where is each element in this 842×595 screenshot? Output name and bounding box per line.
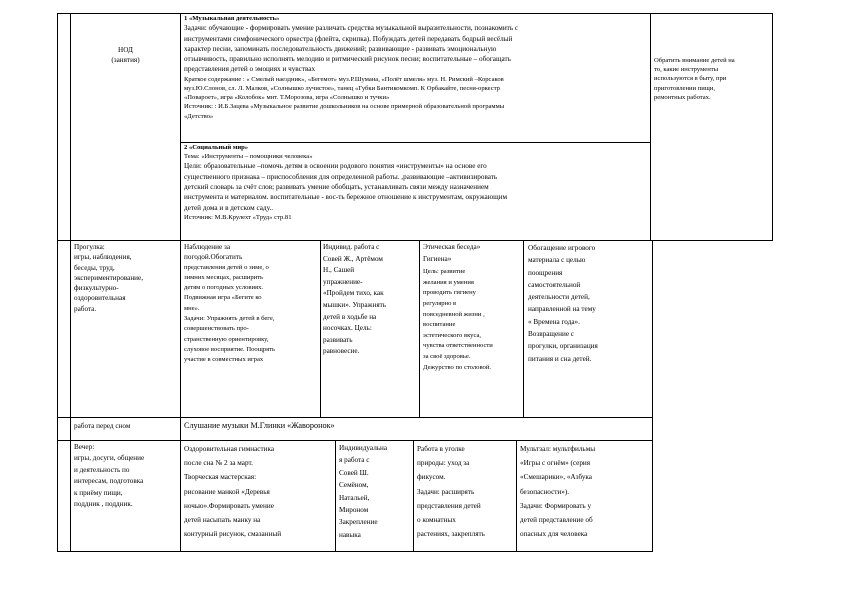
sleep-label-cell [74,421,178,431]
walk-ethics-cell [423,242,522,373]
material-line: самостоятельной [528,280,581,289]
social-line: Цели: образовательные –помочь детям в освоении родового понятия «инструменты» на основе его [184,162,487,171]
evening-individual-line: Индивидуальна [339,444,388,452]
observation-line: детям о погодных условиях. [184,284,264,292]
gym-line: ночью».Формировать умение [184,501,274,510]
music-line: «Повароет», игра «Колобок» мнт. Т.Морозова, игра «Солнышко и тучки» [184,94,390,102]
social-theme: Тема: «Инструменты – помощники человека» [184,153,313,161]
music-line: инструментами симфонического оркестра (флейта, скрипка). Побуждать детей передавать бодрый весёлый [184,34,513,43]
evening-nature-cell [417,442,515,541]
gym-line: контурный рисунок, смазанный [184,530,282,539]
walk-label-line: игры, наблюдения, [74,253,132,262]
walk-label-line: физкультурно- [74,284,119,293]
observation-line: слуховое восприятие. Поощрять [184,345,276,353]
social-line: детский словарь за счёт слов; развивать умение обобщать, устанавливать связи между назначением [184,183,489,191]
music-line: Краткое содержание : « Смелый наездник», «Бегемот» муз.Р.Шумана, «Полёт шмеля» муз. Н. Римский –Корсаков [184,75,504,83]
ethics-line: проводить гигиену [423,289,476,297]
observation-line: мне». [184,304,200,312]
walk-divider-1 [320,240,321,418]
table-border-left-outer [57,13,58,552]
ethics-line: воспитание [423,321,456,329]
social-line: инструмента и материалом. воспитательные - вос-ть бережное отношение к инструментам, окружающим [184,193,508,202]
cartoon-line: «Игры с огнём» (серия [520,459,591,468]
material-line: направленной на тему [528,305,596,314]
observation-line: Задачи: Упражнять детей в беге, [184,315,275,323]
evening-label-line: к приёму пищи, [74,488,123,497]
individual-line: детей в ходьбе на [323,312,377,321]
music-line: отзывчивость, правильно исполнять мелодию и ритмический рисунок песни; воспитательные – обогащать [184,55,511,64]
individual-line: мышки». Упражнять [323,300,387,309]
observation-line: участие в совместных играх [184,356,264,364]
individual-line: «Пройдем тихо, как [323,289,384,298]
ethics-line: Дежурство по столовой. [423,363,492,371]
ethics-line: за своё здоровье. [423,352,471,360]
evening-label-line: игры, досуги, общение [74,454,145,463]
nature-line: о комнатных [417,516,456,525]
music-source: Источник: : И.Б.Зацева «Музыкальное развитие дошкольников на основе примерной образовательной программы [184,103,505,111]
walk-label-line: оздоровительная [74,294,126,303]
nod-sublabel: (занятия) [111,56,140,65]
nod-block-social [184,143,648,240]
observation-line: погодой.Обогатить [184,253,243,262]
nature-line: представления детей [417,501,481,510]
ethics-line: желания и умения [423,278,474,286]
evening-label-line: интересам, подготовка [74,477,144,486]
observation-line: Подвижная игра «Бегите ко [184,294,262,302]
cartoon-line: безопасности»). [520,487,570,496]
cartoon-line: Задачи: Формировать у [520,501,592,510]
music-line: Задачи: обучающие - формировать умение различать средства музыкальной выразительности, познакомить с [184,24,519,33]
walk-label-line: работа. [74,304,97,313]
evening-divider-3 [516,440,517,552]
social-line: существенного признака – приспособления для определенной работы. ,развивающие –активизировать [184,172,498,181]
music-line: характер песни, запоминать последовательность движений; развивающие - развивать эмоциональную [184,44,497,53]
column-divider-label [180,13,181,552]
evening-individual-cell [339,442,412,541]
evening-gym-cell [184,442,334,541]
individual-line: упражнение- [323,277,363,286]
evening-label-line: и деятельность по [74,465,130,474]
evening-cartoon-cell [520,442,651,541]
walk-divider-3 [523,240,524,418]
individual-line: Совей Ж., Артёмом [323,254,383,263]
walk-observation-cell [184,242,319,366]
material-line: « Времена года». [528,317,580,326]
evening-individual-line: навыка [339,530,361,539]
material-line: поощрения [528,268,563,277]
walk-individual-cell [323,242,418,358]
evening-individual-line: я работа с [339,456,370,465]
evening-individual-line: Мироном [339,506,369,515]
observation-line: совершенствовать про- [184,325,249,333]
sleep-content: Слушание музыки М.Глинки «Жаворонок» [184,421,335,430]
nature-line: природы: уход за [417,459,470,468]
material-line: питания и сна детей. [528,354,592,363]
row-divider-walk-sleep [57,417,653,418]
material-line: Возвращение с [528,330,574,339]
material-line: Обогащение игрового [528,244,596,252]
nature-line: Задачи: расширять [417,487,475,496]
nature-line: растениях, закреплять [417,530,485,539]
table-border-right-top [772,13,773,241]
note-line: используются в быту, при [654,75,727,83]
evening-label-line: Вечер: [74,443,95,451]
evening-individual-line: Совей Ш. [339,468,369,477]
gym-line: после сна № 2 за март. [184,459,253,468]
gym-line: Оздоровительная гимнастика [184,445,275,453]
walk-label-line: беседы, труд, [74,263,115,272]
observation-line: странственную ориентировку, [184,335,269,343]
cartoon-line: Мультзал: мультфильмы [520,445,596,453]
table-border-bottom [57,551,653,552]
nature-line: Работа в уголке [417,445,465,453]
gym-line: Творческая мастерская: [184,473,257,482]
material-line: материала с целью [528,256,586,265]
column-divider-note [650,13,651,241]
individual-line: Н., Сашей [323,266,355,275]
walk-material-cell [528,242,650,365]
ethics-line: повседневной жизни , [423,310,485,318]
note-line: Обратить внимание детей на [654,57,735,64]
evening-divider-1 [335,440,336,552]
evening-label-cell [74,442,178,510]
ethics-heading: Гигиена» [423,254,452,263]
social-source: Источник: М.В.Крулехт «Труд» стр.81 [184,213,292,221]
individual-line: носочках. Цель: [323,324,372,333]
sleep-content-cell [184,420,648,432]
evening-individual-line: Закрепление [339,518,378,527]
ethics-line: Цель: развитие [423,268,466,276]
individual-line: развивать [323,335,353,344]
walk-label-line: экспериментирование, [74,273,143,282]
note-line: то, какие инструменты [654,66,719,74]
note-line: приготовлении пищи, [654,84,715,92]
walk-divider-2 [419,240,420,418]
gym-line: рисование манкой «Деревья [184,487,270,496]
row-divider-sleep-evening [57,440,653,441]
gym-line: детей насыпать манку на [184,516,261,525]
evening-divider-2 [413,440,414,552]
individual-line: Индивид. работа с [323,243,380,251]
individual-line: равновесие. [323,347,360,356]
walk-label-cell [74,242,178,314]
nod-label-cell [71,45,180,66]
observation-line: представления детей о зиме, о [184,263,269,271]
observation-line: Наблюдение за [184,243,231,251]
cartoon-line: детей представление об [520,516,593,525]
music-title: 1 «Музыкальная деятельность» [184,15,280,22]
music-line: муз.Ю.Слонов, сл. Л. Малков, «Солнышко лучистое», танец «Губки Бантикомкомп. К Орбакайте, песня-оркестр [184,84,500,92]
nod-note-cell [654,56,771,102]
note-line: ремонтных работах. [654,93,711,101]
music-line: представления детей о эмоциях и чувствах [184,65,316,74]
cartoon-line: «Смешарики», «Азбука [520,473,592,482]
material-line: прогулки, организация [528,342,598,351]
ethics-line: эстетического вкуса, [423,331,482,339]
nod-block-music [184,14,648,142]
ethics-heading: Этическая беседа» [423,243,481,251]
social-line: детей дома и в детском саду.. [184,203,274,212]
evening-individual-line: Семёном, [339,481,369,490]
evening-individual-line: Натальей, [339,493,370,502]
social-title: 2 «Социальный мир» [184,144,249,151]
ethics-line: чувства ответственности [423,342,493,350]
evening-label-line: поддник , поддник. [74,500,133,509]
ethics-line: регулярно в [423,299,457,307]
nod-label: НОД [118,46,133,54]
row-divider-nod-walk [57,240,773,241]
sleep-label: работа перед сном [74,422,131,430]
nature-line: фикусом. [417,473,446,482]
cartoon-line: опасных для человека [520,530,588,539]
walk-label-line: Прогулка: [74,243,105,251]
table-border-right [652,240,653,552]
table-border-left [70,13,71,552]
music-source: «Детство» [184,112,214,120]
material-line: деятельности детей, [528,293,590,302]
observation-line: зимних месяцах, расширить [184,273,264,281]
